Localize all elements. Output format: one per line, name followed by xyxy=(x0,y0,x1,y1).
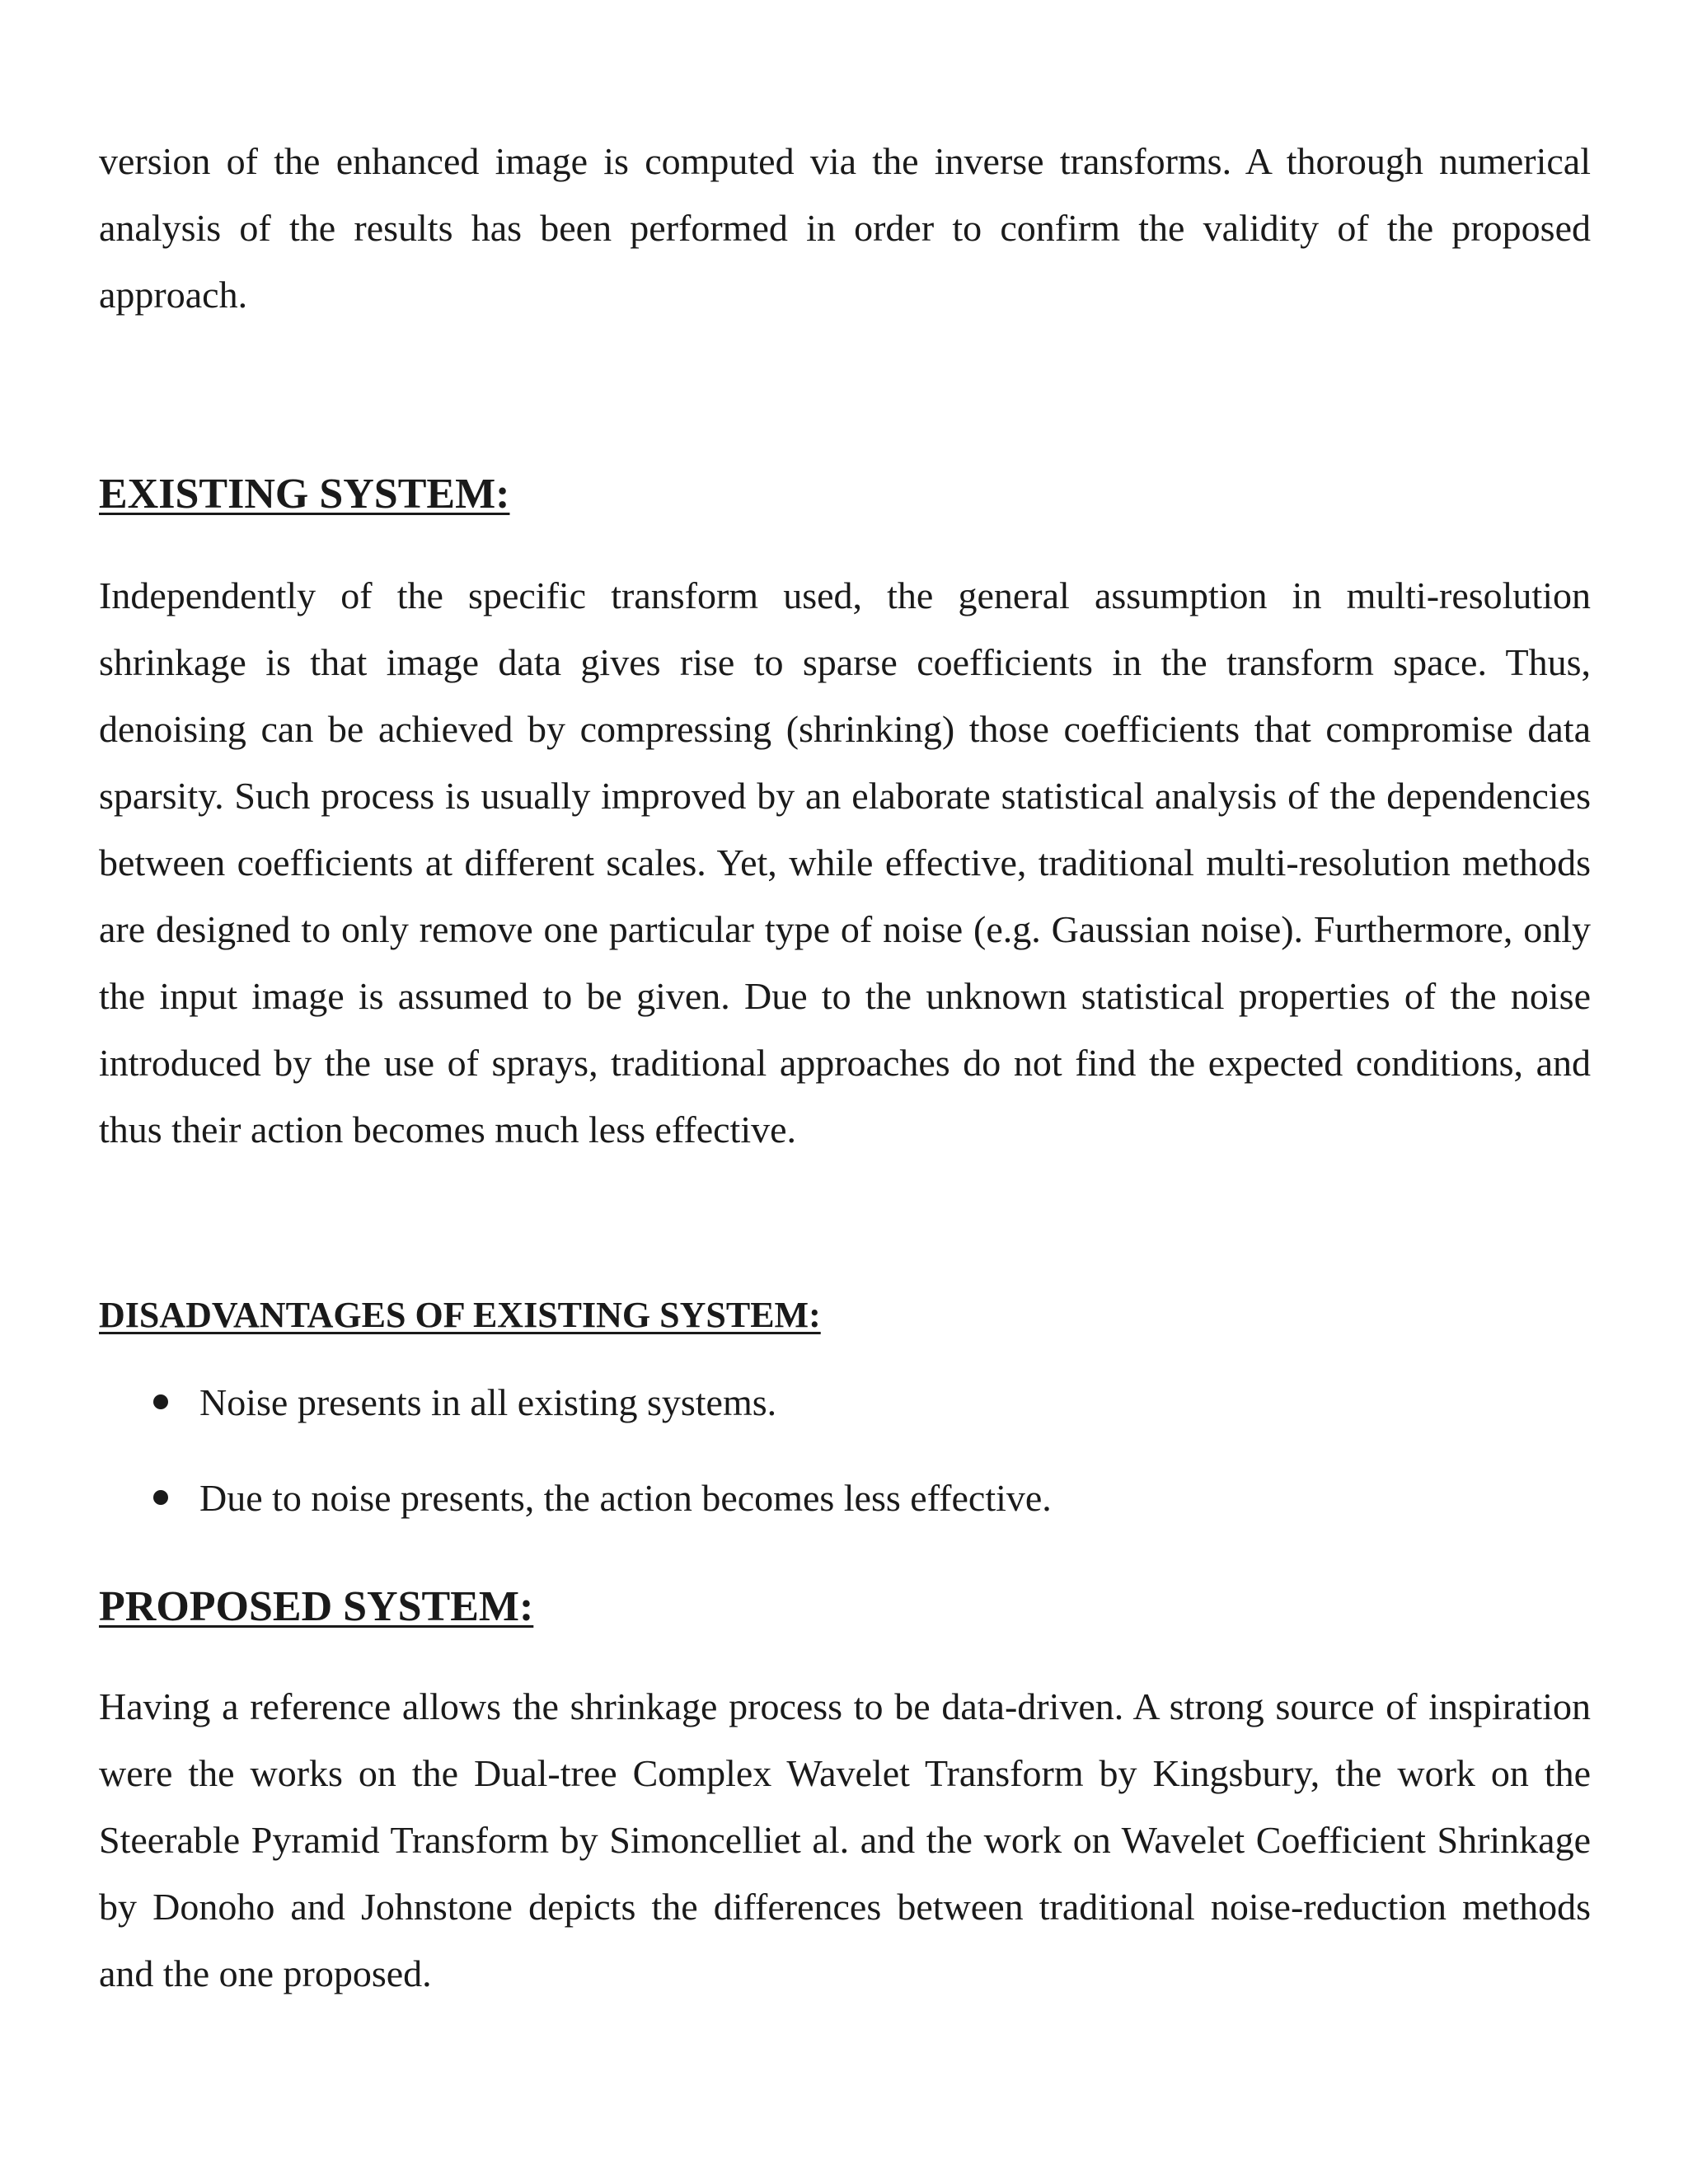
disadvantages-heading: DISADVANTAGES OF EXISTING SYSTEM: xyxy=(99,1295,821,1335)
existing-system-paragraph: Independently of the specific transform used, the general assumption in multi-resolution shrinkage is that image data gives rise to sparse coefficients in the transform space. Thus, denoising can be achieved by compressing (shrinking) those coefficients that compromise data sparsity. Such process is usually improved by an elaborate statistical analysis of the dependencies between coefficients at different scales. Yet, while effective, traditional multi-resolution methods are designed to only remove one particular type of noise (e.g. Gaussian noise). Furthermore, only the input image is assumed to be given. Due to the unknown statistical properties of the noise introduced by the use of sprays, traditional approaches do not find the expected conditions, and thus their action becomes much less effective. xyxy=(99,574,1591,1151)
disadvantages-list xyxy=(99,1378,1591,1569)
proposed-system-heading: PROPOSED SYSTEM: xyxy=(99,1583,534,1630)
list-item xyxy=(99,1378,1591,1427)
list-item xyxy=(99,1474,1591,1523)
intro-paragraph: version of the enhanced image is computed via the inverse transforms. A thorough numerical analysis of the results has been performed in order to confirm the validity of the proposed approach. xyxy=(99,140,1591,316)
list-item-text: Due to noise presents, the action becomes less effective. xyxy=(199,1477,1052,1519)
bullet-dot-icon xyxy=(153,1490,168,1505)
bullet-dot-icon xyxy=(153,1394,168,1409)
list-item-text: Noise presents in all existing systems. xyxy=(199,1381,777,1423)
existing-system-heading: EXISTING SYSTEM: xyxy=(99,471,510,518)
proposed-system-paragraph: Having a reference allows the shrinkage process to be data-driven. A strong source of inspiration were the works on the Dual-tree Complex Wavelet Transform by Kingsbury, the work on the Steerable Pyramid Transform by Simoncelliet al. and the work on Wavelet Coefficient Shrinkage by Donoho and Johnstone depicts the differences between traditional noise-reduction methods and the one proposed. xyxy=(99,1685,1591,1994)
